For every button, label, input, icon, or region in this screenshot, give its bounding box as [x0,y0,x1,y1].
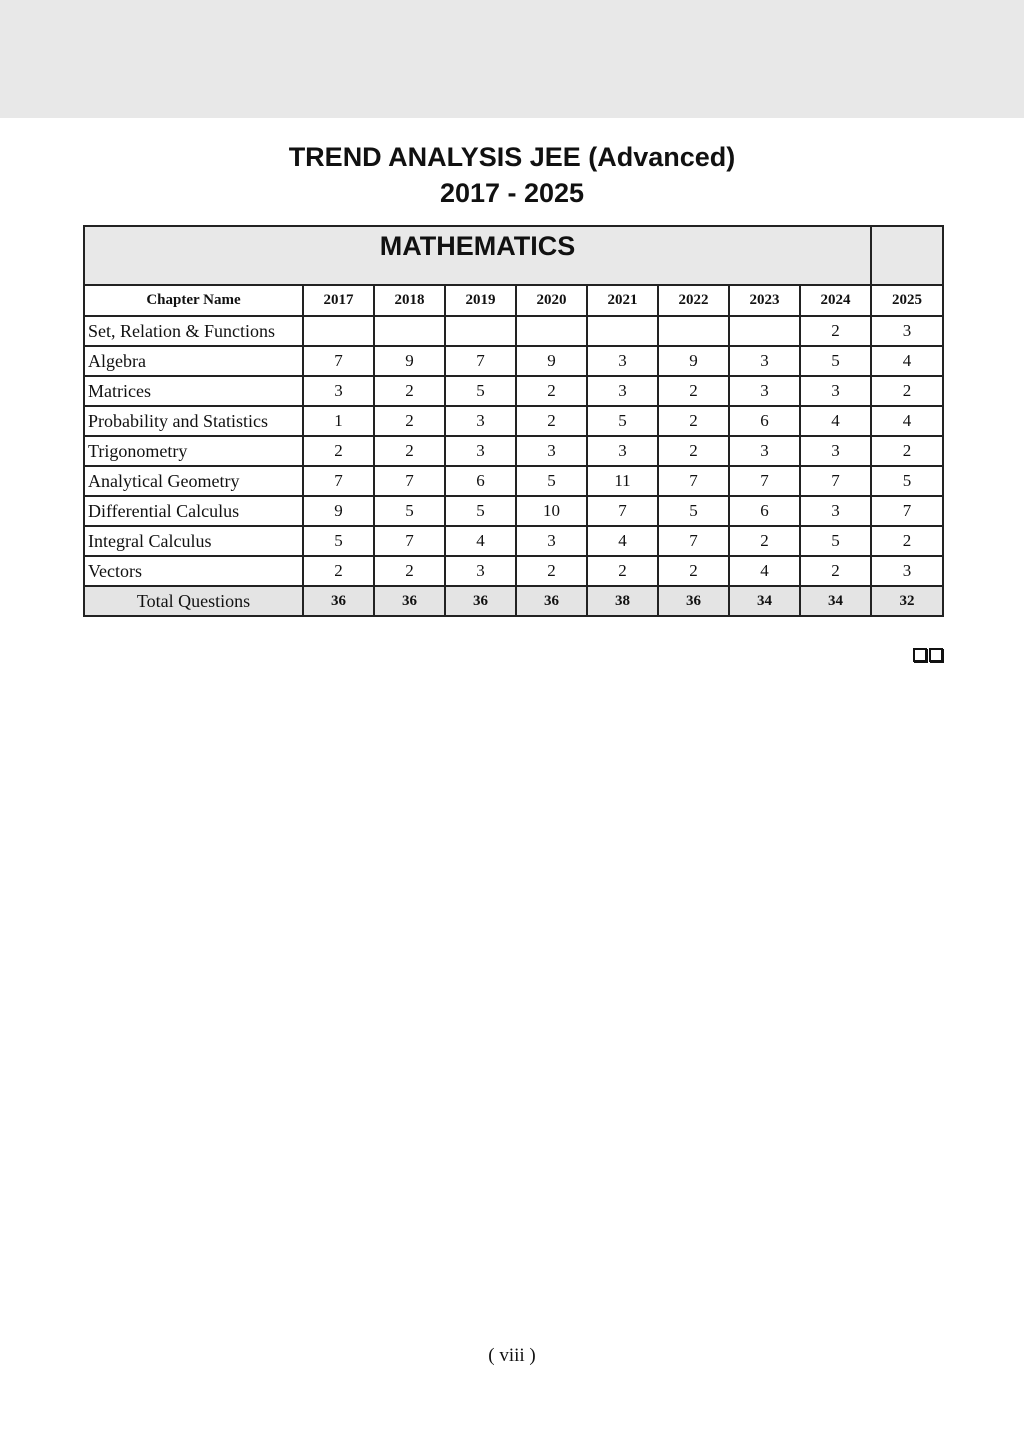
table-cell: 7 [445,346,516,376]
table-cell: 11 [587,466,658,496]
table-row [84,376,943,406]
total-cell: 36 [445,586,516,616]
table-cell [587,316,658,346]
header-year: 2018 [374,285,445,316]
table-cell: 3 [516,436,587,466]
total-cell: 32 [871,586,943,616]
table-cell [658,316,729,346]
total-cell: 36 [516,586,587,616]
table-cell: 9 [303,496,374,526]
table-cell: 7 [658,526,729,556]
table-cell: 7 [658,466,729,496]
table-cell: 3 [587,346,658,376]
table-cell: 4 [871,406,943,436]
top-band [0,0,1024,118]
table-cell: 7 [800,466,871,496]
table-cell: 3 [445,406,516,436]
table-cell: 5 [374,496,445,526]
table-cell: 5 [871,466,943,496]
table-cell: 4 [587,526,658,556]
total-cell: 36 [374,586,445,616]
subject-banner [84,226,871,285]
table-cell: 2 [658,406,729,436]
table-cell: 3 [516,526,587,556]
table-cell: 3 [800,496,871,526]
table-cell: 7 [587,496,658,526]
chapter-name: Trigonometry [84,436,303,466]
table-cell: 2 [374,376,445,406]
table-cell: 2 [871,376,943,406]
page-number: ( viii ) [488,1345,536,1366]
table-cell: 2 [587,556,658,586]
table-cell: 2 [516,556,587,586]
table-row [84,466,943,496]
trend-table [83,225,944,617]
table-cell: 3 [729,376,800,406]
table-row [84,556,943,586]
table-cell: 6 [445,466,516,496]
table-cell: 6 [729,406,800,436]
table-cell: 2 [374,556,445,586]
table-cell: 5 [445,496,516,526]
chapter-name: Differential Calculus [84,496,303,526]
table-cell: 2 [729,526,800,556]
end-of-section-mark-icon [913,648,943,662]
table-cell: 2 [516,376,587,406]
table-row [84,526,943,556]
header-year: 2019 [445,285,516,316]
table-row [84,346,943,376]
chapter-name: Matrices [84,376,303,406]
table-cell: 4 [871,346,943,376]
table-cell: 2 [303,556,374,586]
header-year: 2020 [516,285,587,316]
table-cell: 2 [871,526,943,556]
chapter-name: Probability and Statistics [84,406,303,436]
chapter-name: Algebra [84,346,303,376]
page-title: TREND ANALYSIS JEE (Advanced) [288,142,736,172]
table-cell: 9 [374,346,445,376]
table-cell: 2 [374,436,445,466]
table-cell: 3 [587,436,658,466]
table-cell: 7 [374,526,445,556]
table-cell: 7 [303,466,374,496]
table-cell: 2 [800,556,871,586]
table-cell: 7 [871,496,943,526]
total-cell: 34 [800,586,871,616]
table-cell: 2 [303,436,374,466]
table-cell: 3 [729,346,800,376]
header-row [84,285,943,316]
table-row [84,406,943,436]
table-cell [516,316,587,346]
total-cell: 36 [658,586,729,616]
table-cell: 2 [800,316,871,346]
total-label: Total Questions [84,586,303,616]
table-cell: 7 [303,346,374,376]
chapter-name: Vectors [84,556,303,586]
table-cell: 2 [658,556,729,586]
square-icon [929,648,943,662]
square-icon [913,648,927,662]
total-cell: 34 [729,586,800,616]
table-cell: 2 [516,406,587,436]
chapter-name: Set, Relation & Functions [84,316,303,346]
header-chapter: Chapter Name [84,285,303,316]
table-cell: 5 [516,466,587,496]
table-row [84,496,943,526]
table-cell: 3 [445,436,516,466]
header-year: 2021 [587,285,658,316]
table-cell: 2 [871,436,943,466]
table-cell: 9 [516,346,587,376]
table-row [84,436,943,466]
table-cell: 5 [800,526,871,556]
table-cell: 3 [800,436,871,466]
total-row [84,586,943,616]
table-cell: 2 [658,436,729,466]
table-cell: 3 [729,436,800,466]
chapter-name: Integral Calculus [84,526,303,556]
chapter-name: Analytical Geometry [84,466,303,496]
table-cell: 3 [303,376,374,406]
table-cell: 6 [729,496,800,526]
table-cell: 2 [658,376,729,406]
table-row [84,316,943,346]
table-cell: 4 [445,526,516,556]
header-year: 2023 [729,285,800,316]
table-cell: 7 [729,466,800,496]
table-cell [374,316,445,346]
header-year: 2022 [658,285,729,316]
total-cell: 36 [303,586,374,616]
table-cell: 5 [303,526,374,556]
table-cell: 5 [445,376,516,406]
table-cell [729,316,800,346]
table-cell: 2 [374,406,445,436]
table-cell: 4 [729,556,800,586]
subject-title: MATHEMATICS [379,231,576,261]
table-cell: 5 [658,496,729,526]
table-cell: 3 [445,556,516,586]
table-cell: 9 [658,346,729,376]
header-year: 2017 [303,285,374,316]
table-cell: 4 [800,406,871,436]
banner-empty-cell [871,226,943,285]
subject-banner-row [84,226,943,285]
header-year: 2024 [800,285,871,316]
table-cell: 3 [800,376,871,406]
page-subtitle: 2017 - 2025 [439,178,585,208]
table-cell [445,316,516,346]
table-cell: 5 [800,346,871,376]
table-cell [303,316,374,346]
table-cell: 1 [303,406,374,436]
table-cell: 3 [587,376,658,406]
header-year: 2025 [871,285,943,316]
table-cell: 7 [374,466,445,496]
table-cell: 3 [871,316,943,346]
table-cell: 5 [587,406,658,436]
table-cell: 10 [516,496,587,526]
total-cell: 38 [587,586,658,616]
table-cell: 3 [871,556,943,586]
